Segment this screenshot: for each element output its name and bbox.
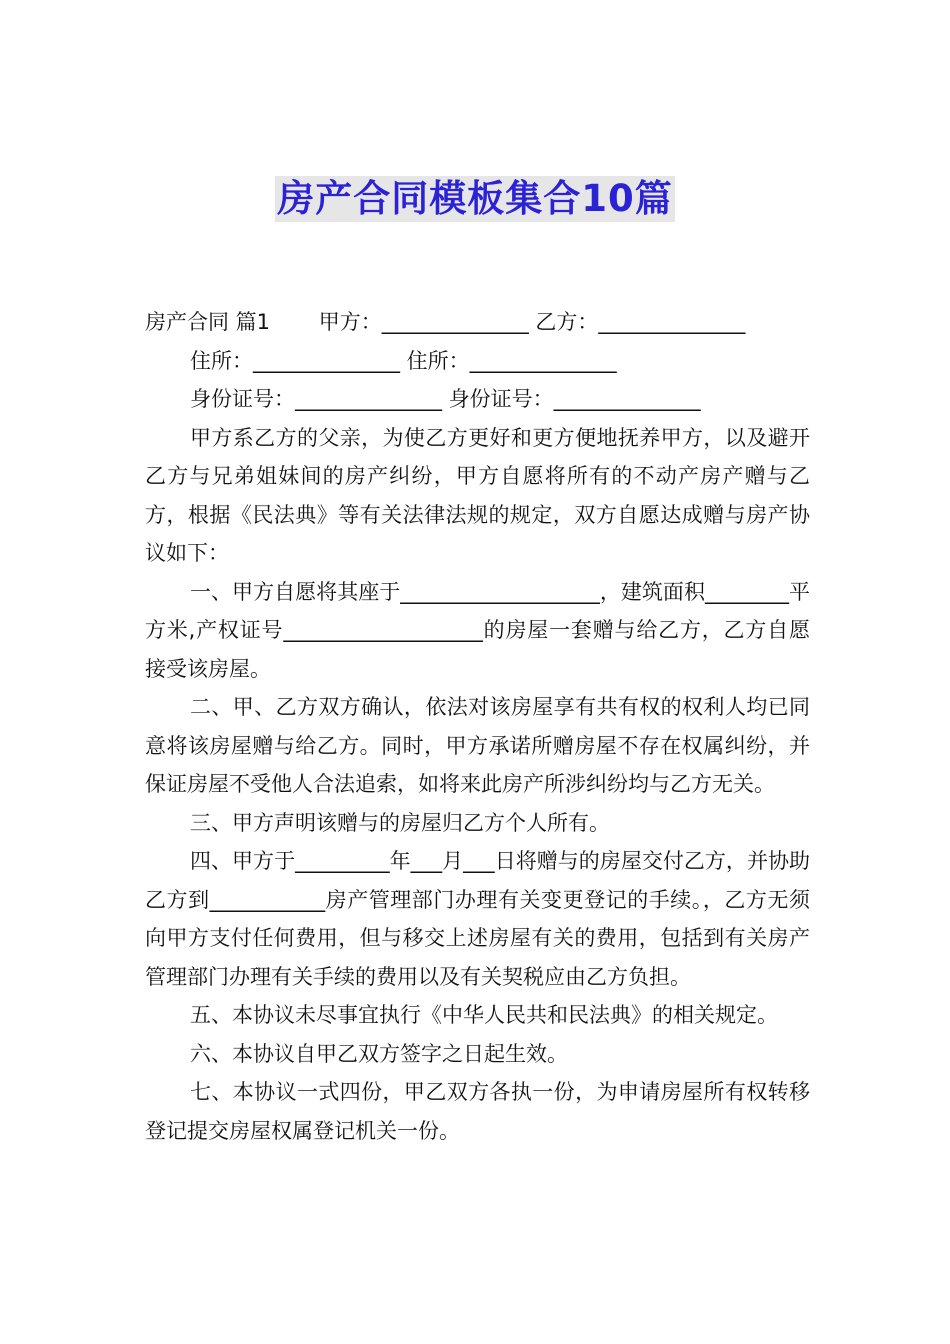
document-title: 房产合同模板集合10篇: [277, 177, 673, 220]
header-line-parties: 房产合同 篇1 甲方：______________ 乙方：______________: [145, 310, 746, 334]
paragraph-clause-4: 四、甲方于_________年___月___日将赠与的房屋交付乙方，并协助乙方到___________房产管理部门办理有关变更登记的手续。，乙方无须向甲方支付任何费用，但与移交上述房屋有关的费用，包括到有关房产管理部门办理有关手续的费用以及有关契税应由乙方负担。: [145, 849, 810, 989]
paragraph-clause-3: 三、甲方声明该赠与的房屋归乙方个人所有。: [190, 810, 610, 835]
paragraph-preamble: 甲方系乙方的父亲，为使乙方更好和更方便地抚养甲方，以及避开乙方与兄弟姐妹间的房产纠纷，甲方自愿将所有的不动产房产赠与乙方，根据《民法典》等有关法律法规的规定，双方自愿达成赠与房产协议如下：: [145, 425, 810, 565]
document-body: [145, 303, 810, 1150]
paragraph-clause-5: 五、本协议未尽事宜执行《中华人民共和民法典》的相关规定。: [190, 1003, 778, 1027]
header-line-id-number: 身份证号：______________ 身份证号：______________: [190, 387, 701, 411]
paragraph-clause-7: 七、本协议一式四份，甲乙双方各执一份，为申请房屋所有权转移登记提交房屋权属登记机关一份。: [145, 1080, 810, 1143]
paragraph-clause-6: 六、本协议自甲乙双方签字之日起生效。: [190, 1041, 568, 1066]
paragraph-clause-1: 一、甲方自愿将其座于___________________，建筑面积________平方米,产权证号___________________的房屋一套赠与给乙方，乙方自愿接受该房屋。: [145, 579, 810, 681]
header-line-address: 住所：______________ 住所：______________: [190, 348, 617, 373]
paragraph-clause-2: 二、甲、乙方双方确认，依法对该房屋享有共有权的权利人均已同意将该房屋赠与给乙方。同时，甲方承诺所赠房屋不存在权属纠纷，并保证房屋不受他人合法追索，如将来此房产所涉纠纷均与乙方无关。: [145, 695, 810, 796]
title-area: [0, 176, 950, 222]
